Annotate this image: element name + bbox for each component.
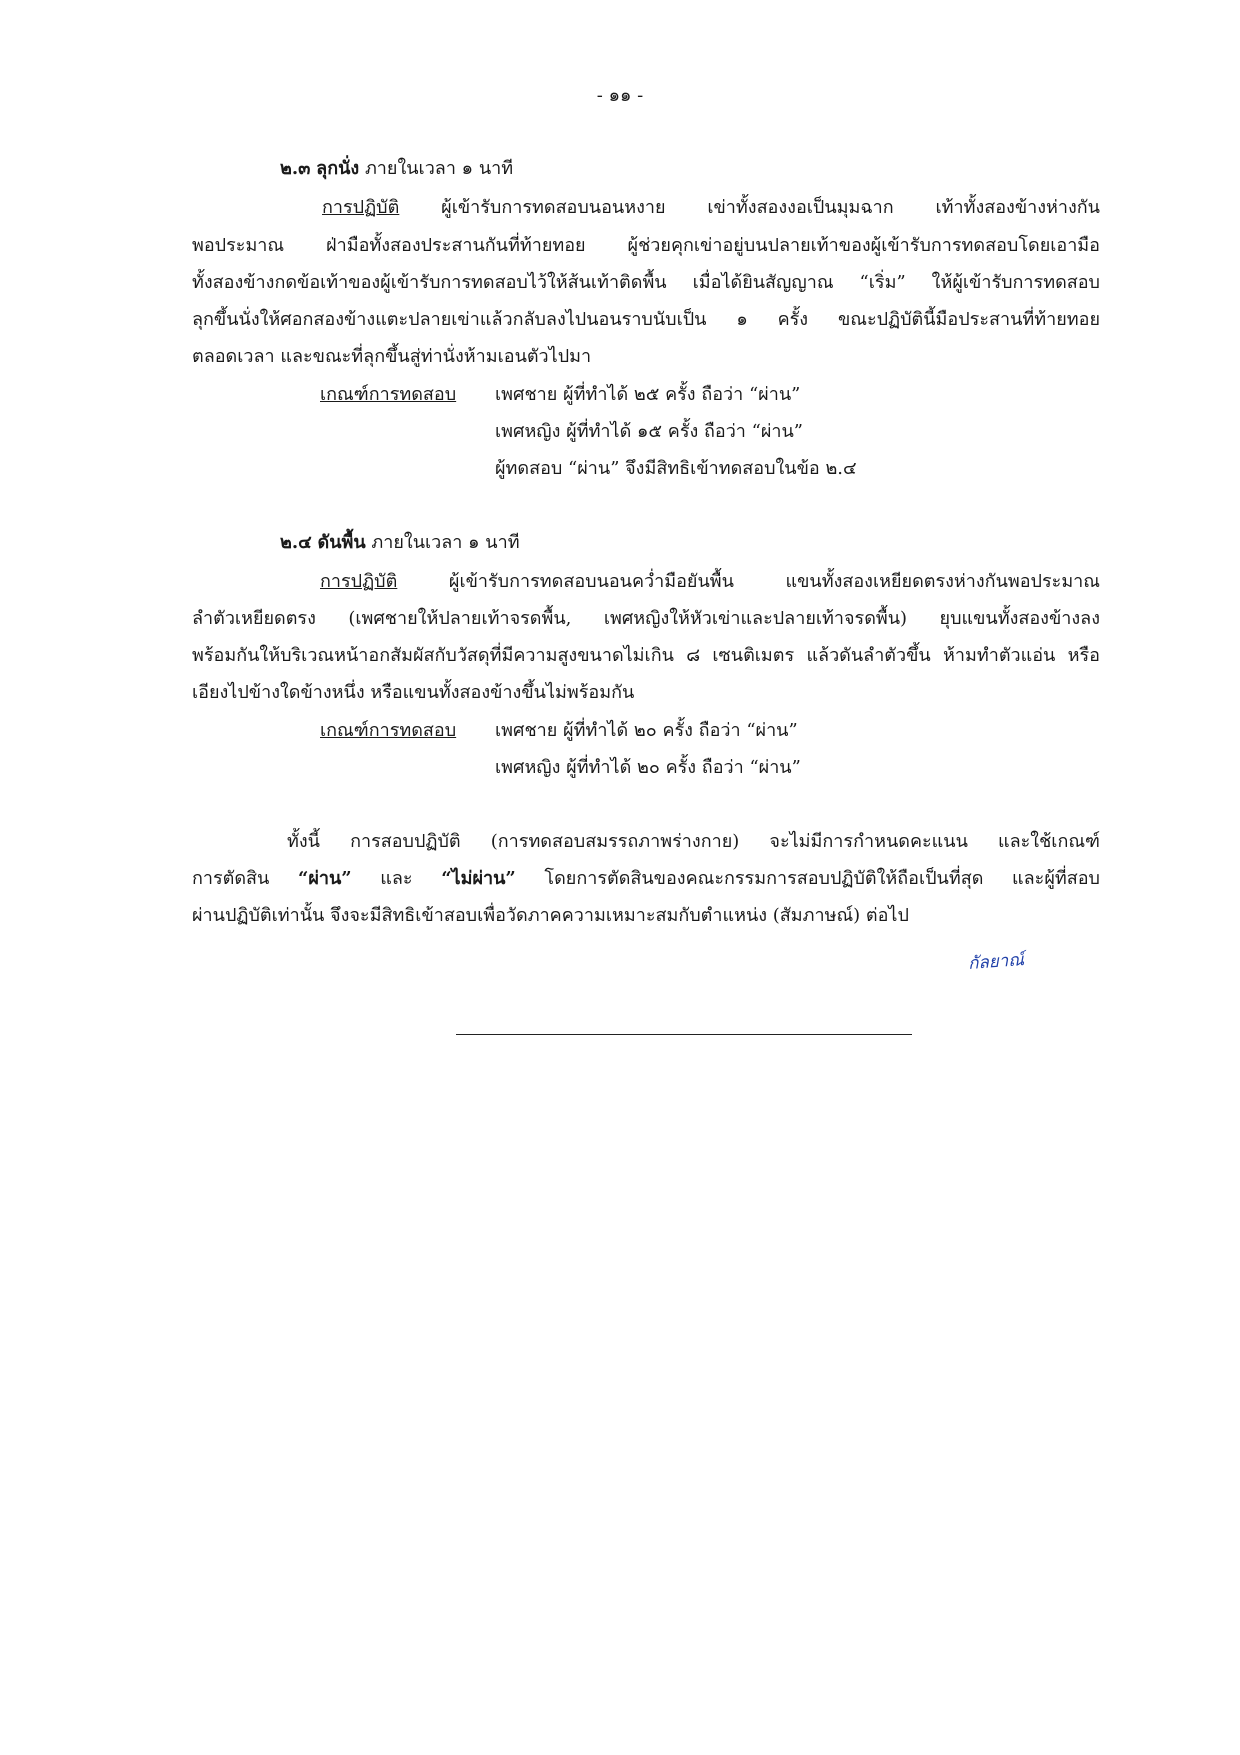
section-23-number: ๒.๓ bbox=[280, 158, 311, 179]
section-23-criteria-note: ผู้ทดสอบ “ผ่าน” จึงมีสิทธิเข้าทดสอบในข้อ ๒.๔ bbox=[495, 458, 857, 479]
page-number: - ๑๑ - bbox=[596, 85, 644, 106]
section-24-criteria-label: เกณฑ์การทดสอบ bbox=[320, 720, 457, 741]
section-23-criteria-label: เกณฑ์การทดสอบ bbox=[320, 384, 457, 405]
section-23-line-3: ทั้งสองข้างกดข้อเท้าของผู้เข้ารับการทดสอบไว้ให้ส้นเท้าติดพื้น เมื่อได้ยินสัญญาณ “เริ่ม” ให้ผู้เข้ารับการทดสอบ bbox=[192, 272, 1100, 293]
summary-judgement-label: การตัดสิน bbox=[192, 868, 270, 889]
signature-initials: กัลยาณ์ bbox=[967, 950, 1025, 974]
summary-line-2 bbox=[192, 866, 1100, 892]
section-24-number: ๒.๔ bbox=[280, 532, 312, 553]
section-24-line-4: เอียงไปข้างใดข้างหนึ่ง หรือแขนทั้งสองข้างขึ้นไม่พร้อมกัน bbox=[192, 682, 635, 703]
section-24-line-3: พร้อมกันให้บริเวณหน้าอกสัมผัสกับวัสดุที่มีความสูงขนาดไม่เกิน ๘ เซนติเมตร แล้วดันลำตัวขึ้น ห้ามทำตัวแอ่น หรือ bbox=[192, 645, 1100, 666]
section-24-line-1-text: ผู้เข้ารับการทดสอบนอนคว่ำมือยันพื้น แขนทั้งสองเหยียดตรงห่างกันพอประมาณ bbox=[448, 571, 1100, 592]
section-23-procedure-label: การปฏิบัติ bbox=[322, 197, 400, 218]
section-24-procedure-label: การปฏิบัติ bbox=[320, 571, 398, 592]
section-23-line-5: ตลอดเวลา และขณะที่ลุกขึ้นสู่ท่านั่งห้ามเอนตัวไปมา bbox=[192, 346, 592, 367]
section-23-line-1 bbox=[322, 195, 1100, 221]
section-24-criteria-male: เพศชาย ผู้ที่ทำได้ ๒๐ ครั้ง ถือว่า “ผ่าน” bbox=[495, 720, 798, 741]
section-24-heading bbox=[280, 530, 520, 556]
summary-line-1: ทั้งนี้ การสอบปฏิบัติ (การทดสอบสมรรถภาพร่างกาย) จะไม่มีการกำหนดคะแนน และใช้เกณฑ์ bbox=[287, 831, 1100, 852]
summary-pass: “ผ่าน” bbox=[297, 868, 352, 889]
section-23-line-1-text: ผู้เข้ารับการทดสอบนอนหงาย เข่าทั้งสองงอเป็นมุมฉาก เท้าทั้งสองข้างห่างกัน bbox=[441, 197, 1100, 218]
section-23-title: ลุกนั่ง bbox=[316, 158, 360, 179]
section-24-title: ดันพื้น bbox=[317, 532, 366, 553]
closing-divider bbox=[456, 1034, 912, 1035]
section-23-line-2: พอประมาณ ฝ่ามือทั้งสองประสานกันที่ท้ายทอย ผู้ช่วยคุกเข่าอยู่บนปลายเท้าของผู้เข้ารับการทดสอบโดยเอามือ bbox=[192, 235, 1100, 256]
section-23-criteria-female: เพศหญิง ผู้ที่ทำได้ ๑๕ ครั้ง ถือว่า “ผ่าน” bbox=[495, 421, 804, 442]
summary-and: และ bbox=[380, 868, 413, 889]
section-23-time-limit: ภายในเวลา ๑ นาที bbox=[364, 158, 514, 179]
summary-line-3: ผ่านปฏิบัติเท่านั้น จึงจะมีสิทธิเข้าสอบเพื่อวัดภาคความเหมาะสมกับตำแหน่ง (สัมภาษณ์) ต่อไป bbox=[192, 905, 909, 926]
section-23-heading bbox=[280, 156, 513, 182]
summary-line-2-rest: โดยการตัดสินของคณะกรรมการสอบปฏิบัติให้ถือเป็นที่สุด และผู้ที่สอบ bbox=[544, 868, 1100, 889]
section-24-line-1 bbox=[320, 569, 1100, 595]
section-23-criteria-male: เพศชาย ผู้ที่ทำได้ ๒๕ ครั้ง ถือว่า “ผ่าน” bbox=[495, 384, 801, 405]
section-24-line-2: ลำตัวเหยียดตรง (เพศชายให้ปลายเท้าจรดพื้น, เพศหญิงให้หัวเข่าและปลายเท้าจรดพื้น) ยุบแขนทั้งสองข้างลง bbox=[192, 608, 1100, 629]
section-24-criteria-female: เพศหญิง ผู้ที่ทำได้ ๒๐ ครั้ง ถือว่า “ผ่าน” bbox=[495, 757, 801, 778]
section-23-line-4: ลุกขึ้นนั่งให้ศอกสองข้างแตะปลายเข่าแล้วกลับลงไปนอนราบนับเป็น ๑ ครั้ง ขณะปฏิบัตินี้มือประสานที่ท้ายทอย bbox=[192, 309, 1100, 330]
summary-fail: “ไม่ผ่าน” bbox=[441, 868, 516, 889]
section-24-time-limit: ภายในเวลา ๑ นาที bbox=[371, 532, 520, 553]
